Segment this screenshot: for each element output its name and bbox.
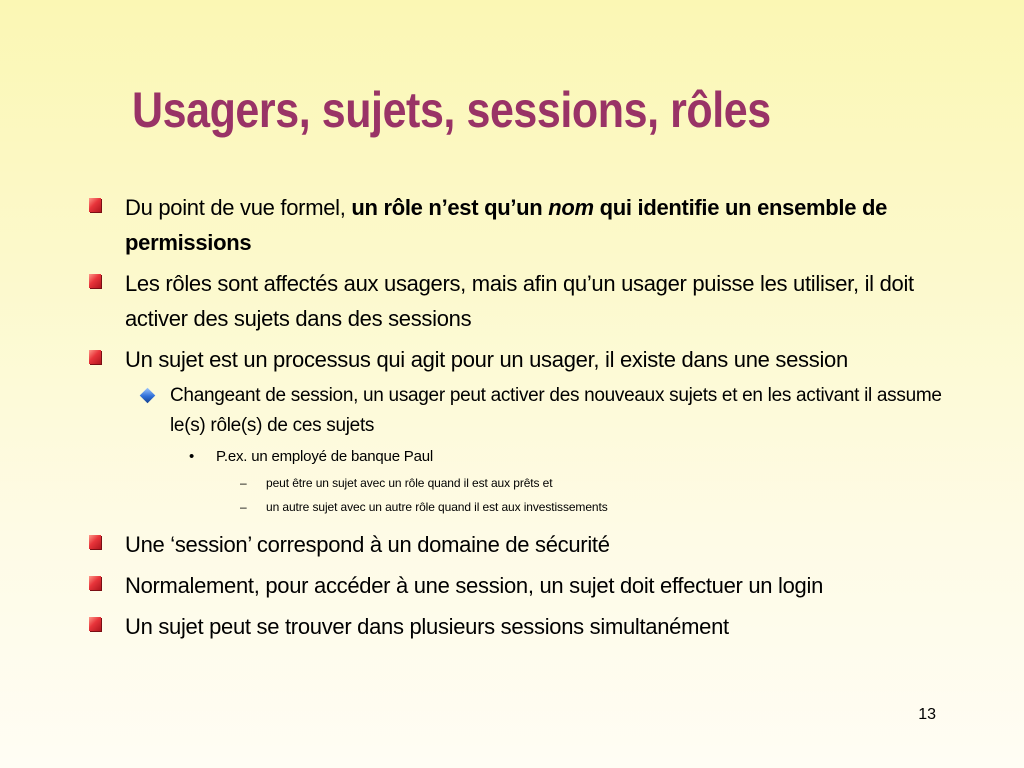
dot-bullet-icon: • — [189, 448, 195, 465]
dash-item-text: peut être un sujet avec un rôle quand il est aux prêts et — [266, 476, 553, 490]
bullet-item — [86, 527, 956, 562]
bullet-text: Normalement, pour accéder à une session, un sujet doit effectuer un login — [125, 573, 824, 598]
sub-bullet-item — [86, 381, 956, 441]
sub-bullet-text: Changeant de session, un usager peut activer des nouveaux sujets et en les activant il assume le(s) rôle(s) de ces sujets — [170, 385, 942, 436]
bullet-item — [86, 190, 956, 260]
dash-bullet-icon: – — [240, 476, 247, 490]
bullet-item — [86, 266, 956, 336]
bullet-item — [86, 342, 956, 377]
slide-content — [86, 190, 956, 650]
bullet-text-bold-continued: qui identifie un ensemble de permissions — [125, 195, 888, 255]
dash-item — [86, 471, 956, 495]
red-square-bullet-icon — [89, 274, 101, 288]
sub-sub-bullet-text: P.ex. un employé de banque Paul — [216, 448, 434, 465]
blue-diamond-bullet-icon — [140, 388, 156, 404]
bullet-text: Une ‘session’ correspond à un domaine de sécurité — [125, 532, 610, 557]
red-square-bullet-icon — [89, 576, 101, 590]
bullet-text: Un sujet est un processus qui agit pour un usager, il existe dans une session — [125, 347, 848, 372]
red-square-bullet-icon — [89, 617, 101, 631]
bullet-text-bold: un rôle n’est qu’un — [351, 195, 549, 220]
slide-title: Usagers, sujets, sessions, rôles — [132, 82, 771, 138]
bullet-item — [86, 609, 956, 644]
slide-page-number: 13 — [918, 706, 936, 723]
dash-item-text: un autre sujet avec un autre rôle quand il est aux investissements — [266, 500, 608, 514]
bullet-item — [86, 568, 956, 603]
bullet-text: Un sujet peut se trouver dans plusieurs sessions simultanément — [125, 614, 729, 639]
sub-sub-bullet-item — [86, 443, 956, 471]
dash-bullet-icon: – — [240, 500, 247, 514]
red-square-bullet-icon — [89, 350, 101, 364]
bullet-text-bold-italic: nom — [548, 195, 594, 220]
red-square-bullet-icon — [89, 535, 101, 549]
bullet-text: Les rôles sont affectés aux usagers, mais afin qu’un usager puisse les utiliser, il doit activer des sujets dans des sessions — [125, 271, 914, 331]
bullet-text-normal: Du point de vue formel, — [125, 195, 352, 220]
red-square-bullet-icon — [89, 198, 101, 212]
dash-item — [86, 495, 956, 519]
